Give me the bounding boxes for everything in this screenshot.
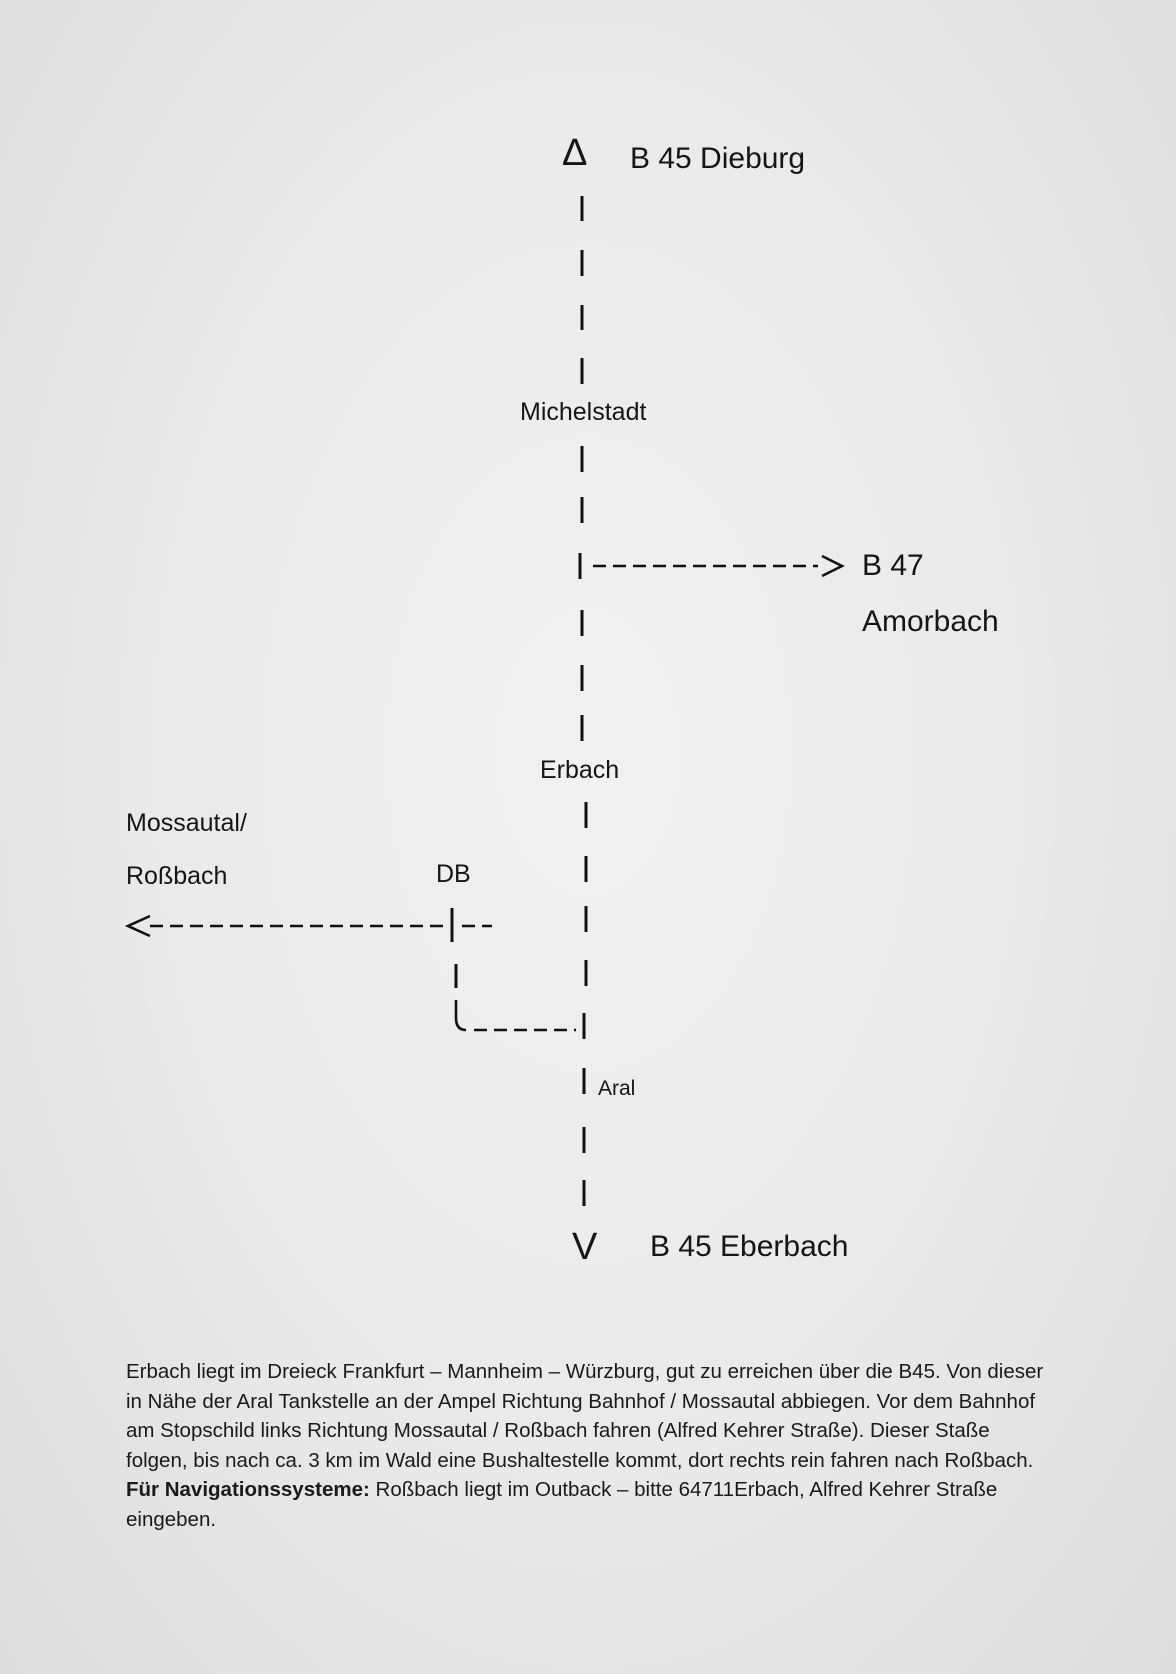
label-amorbach: Amorbach <box>862 605 999 638</box>
label-b47: B 47 <box>862 549 924 582</box>
label-rossbach: Roßbach <box>126 862 228 890</box>
b45-main-road <box>580 196 586 1206</box>
label-mossautal: Mossautal/ <box>126 809 247 837</box>
mossautal-branch <box>128 908 576 1030</box>
navigation-note-text: Roßbach liegt im Outback – bitte 64711Erbach, Alfred Kehrer Straße eingeben. <box>126 1478 998 1531</box>
navigation-note-label: Für Navigationssysteme: <box>126 1478 370 1501</box>
b47-branch <box>593 556 842 576</box>
directions-paragraph: Erbach liegt im Dreieck Frankfurt – Mannheim – Würzburg, gut zu erreichen über die B45. Von dieser in Nähe der Aral Tankstelle an der Ampel Richtung Bahnhof / Mossautal abbiegen. Vor dem Bahnhof am Stopschild links Richtung Mossautal / Roßbach fahren (Alfred Kehrer Straße). Dieser Staße folgen, bis nach ca. 3 km im Wald eine Bushaltestelle kommt, dort rechts rein fahren nach Roßbach. <box>126 1360 1044 1472</box>
navigation-note <box>126 1475 1056 1534</box>
label-michelstadt: Michelstadt <box>520 398 647 426</box>
south-arrow-icon: V <box>572 1226 598 1268</box>
label-aral: Aral <box>598 1077 636 1100</box>
label-b45-eberbach: B 45 Eberbach <box>650 1230 849 1263</box>
north-arrow-icon: Δ <box>562 132 588 174</box>
directions-text <box>126 1357 1056 1534</box>
label-erbach: Erbach <box>540 756 620 784</box>
label-db-station: DB <box>436 860 471 888</box>
label-b45-dieburg: B 45 Dieburg <box>630 142 806 175</box>
